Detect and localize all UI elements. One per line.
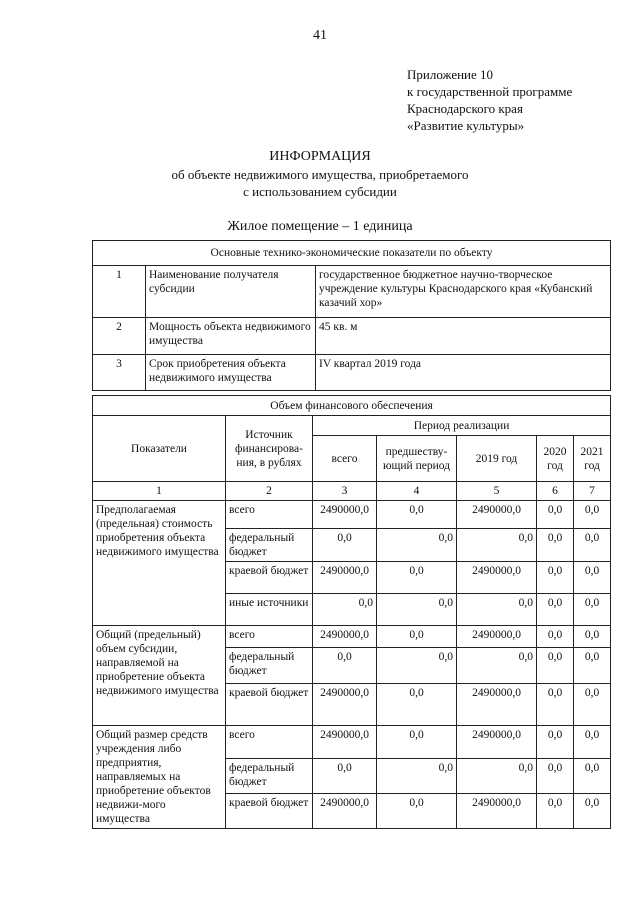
finance-section-title: Объем финансового обеспечения: [93, 396, 611, 416]
value-total: 0,0: [313, 648, 377, 684]
value-2021: 0,0: [574, 726, 611, 759]
col-header-2019: 2019 год: [457, 436, 537, 482]
row-value: государственное бюджетное научно-творческое учреждение культуры Краснодарского края «Кубанский казачий хор»: [316, 266, 611, 318]
table-row: [93, 626, 611, 648]
appendix-line: «Развитие культуры»: [407, 118, 525, 133]
row-number: 3: [93, 355, 146, 391]
col-header-previous: предшеству-ющий период: [377, 436, 457, 482]
appendix-block: [407, 66, 572, 134]
value-previous: 0,0: [377, 648, 457, 684]
value-2021: 0,0: [574, 758, 611, 793]
value-total: 2490000,0: [313, 684, 377, 726]
value-2020: 0,0: [537, 684, 574, 726]
table-row: [93, 266, 611, 318]
document-subtitle: с использованием субсидии: [243, 184, 397, 199]
col-header-2020: 2020 год: [537, 436, 574, 482]
source-cell: краевой бюджет: [226, 793, 313, 828]
column-number: 4: [377, 482, 457, 501]
info-table: [92, 240, 611, 391]
value-previous: 0,0: [377, 562, 457, 594]
value-2019: 0,0: [457, 758, 537, 793]
value-2019: 2490000,0: [457, 562, 537, 594]
source-cell: всего: [226, 626, 313, 648]
value-2020: 0,0: [537, 501, 574, 529]
value-2019: 2490000,0: [457, 501, 537, 529]
table-row: [93, 318, 611, 355]
value-total: 0,0: [313, 594, 377, 626]
source-cell: всего: [226, 501, 313, 529]
document-title: ИНФОРМАЦИЯ: [269, 149, 371, 164]
value-2021: 0,0: [574, 648, 611, 684]
value-2021: 0,0: [574, 626, 611, 648]
value-2021: 0,0: [574, 562, 611, 594]
value-2021: 0,0: [574, 793, 611, 828]
value-previous: 0,0: [377, 529, 457, 562]
row-label: Срок приобретения объекта недвижимого имущества: [146, 355, 316, 391]
value-total: 2490000,0: [313, 726, 377, 759]
col-header-total: всего: [313, 436, 377, 482]
value-2019: 0,0: [457, 529, 537, 562]
indicator-cell: Общий размер средств учреждения либо предприятия, направляемых на приобретение объектов недвижи-мого имущества: [93, 726, 226, 829]
column-number: 1: [93, 482, 226, 501]
value-2020: 0,0: [537, 793, 574, 828]
value-2019: 0,0: [457, 594, 537, 626]
value-2019: 2490000,0: [457, 684, 537, 726]
value-total: 2490000,0: [313, 562, 377, 594]
value-2020: 0,0: [537, 758, 574, 793]
value-total: 0,0: [313, 758, 377, 793]
indicator-cell: Предполагаемая (предельная) стоимость приобретения объекта недвижимого имущества: [93, 501, 226, 626]
row-number: 2: [93, 318, 146, 355]
value-previous: 0,0: [377, 501, 457, 529]
appendix-line: Приложение 10: [407, 67, 494, 82]
source-cell: всего: [226, 726, 313, 759]
value-2020: 0,0: [537, 648, 574, 684]
value-total: 2490000,0: [313, 793, 377, 828]
column-number: 5: [457, 482, 537, 501]
column-number: 7: [574, 482, 611, 501]
value-2021: 0,0: [574, 529, 611, 562]
appendix-line: Краснодарского края: [407, 101, 523, 116]
info-table-header: Основные технико-экономические показатели по объекту: [93, 241, 611, 266]
value-previous: 0,0: [377, 594, 457, 626]
source-cell: краевой бюджет: [226, 562, 313, 594]
col-header-period: Период реализации: [313, 416, 611, 436]
col-header-source: Источник финансирова-ния, в рублях: [226, 416, 313, 482]
value-previous: 0,0: [377, 684, 457, 726]
page-number: 41: [313, 28, 327, 43]
value-2020: 0,0: [537, 726, 574, 759]
col-header-indicators: Показатели: [93, 416, 226, 482]
value-previous: 0,0: [377, 626, 457, 648]
value-2019: 2490000,0: [457, 793, 537, 828]
table-row: [93, 501, 611, 529]
value-total: 2490000,0: [313, 626, 377, 648]
row-label: Мощность объекта недвижимого имущества: [146, 318, 316, 355]
appendix-line: к государственной программе: [407, 84, 573, 99]
object-subject: Жилое помещение – 1 единица: [227, 219, 413, 234]
source-cell: федеральный бюджет: [226, 648, 313, 684]
value-2021: 0,0: [574, 684, 611, 726]
column-number-row: [93, 482, 611, 501]
value-previous: 0,0: [377, 758, 457, 793]
source-cell: иные источники: [226, 594, 313, 626]
source-cell: федеральный бюджет: [226, 758, 313, 793]
value-previous: 0,0: [377, 726, 457, 759]
value-2020: 0,0: [537, 529, 574, 562]
document-heading: [0, 148, 640, 200]
table-row: [93, 355, 611, 391]
column-number: 3: [313, 482, 377, 501]
value-2020: 0,0: [537, 626, 574, 648]
value-2019: 2490000,0: [457, 626, 537, 648]
col-header-2021: 2021 год: [574, 436, 611, 482]
row-label: Наименование получателя субсидии: [146, 266, 316, 318]
document-subtitle: об объекте недвижимого имущества, приобретаемого: [171, 167, 469, 182]
source-cell: краевой бюджет: [226, 684, 313, 726]
finance-table: [92, 395, 611, 829]
column-number: 2: [226, 482, 313, 501]
source-cell: федеральный бюджет: [226, 529, 313, 562]
row-number: 1: [93, 266, 146, 318]
indicator-cell: Общий (предельный) объем субсидии, направляемой на приобретение объекта недвижимого имущества: [93, 626, 226, 726]
value-2020: 0,0: [537, 562, 574, 594]
value-total: 0,0: [313, 529, 377, 562]
value-total: 2490000,0: [313, 501, 377, 529]
value-2019: 0,0: [457, 648, 537, 684]
row-value: 45 кв. м: [316, 318, 611, 355]
value-2021: 0,0: [574, 501, 611, 529]
value-2020: 0,0: [537, 594, 574, 626]
table-row: [93, 726, 611, 759]
column-number: 6: [537, 482, 574, 501]
row-value: IV квартал 2019 года: [316, 355, 611, 391]
value-2019: 2490000,0: [457, 726, 537, 759]
value-2021: 0,0: [574, 594, 611, 626]
value-previous: 0,0: [377, 793, 457, 828]
